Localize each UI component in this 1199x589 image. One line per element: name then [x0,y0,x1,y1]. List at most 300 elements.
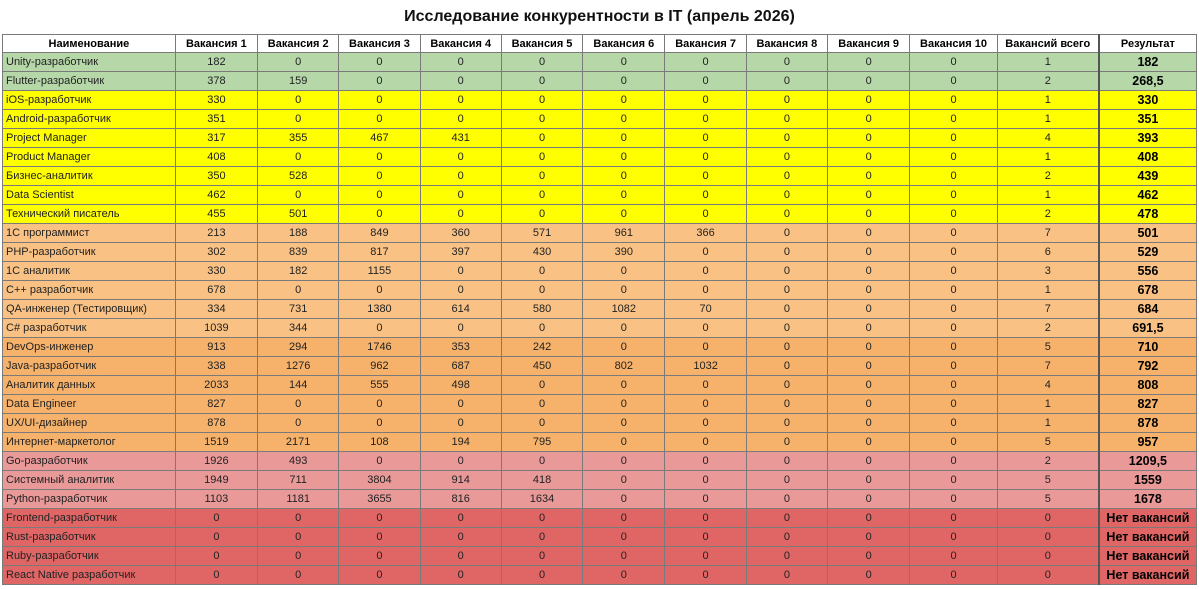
column-header-vacancy-4: Вакансия 4 [420,35,501,53]
cell-vacancy-10: 0 [910,129,997,148]
cell-vacancy-5: 0 [501,566,582,585]
cell-vacancy-1: 213 [175,224,257,243]
column-header-vacancy-2: Вакансия 2 [258,35,339,53]
cell-name: Data Engineer [3,395,176,414]
column-header-vacancy-6: Вакансия 6 [583,35,665,53]
table-row [3,186,1197,205]
cell-vacancy-4: 397 [420,243,501,262]
cell-vacancy-10: 0 [910,186,997,205]
cell-vacancy-2: 0 [258,547,339,566]
cell-vacancy-6: 0 [583,433,665,452]
cell-vacancy-4: 0 [420,205,501,224]
cell-vacancy-8: 0 [746,414,827,433]
table-row [3,53,1197,72]
cell-vacancy-3: 0 [339,148,420,167]
cell-vacancy-2: 2171 [258,433,339,452]
cell-vacancy-3: 849 [339,224,420,243]
cell-vacancy-9: 0 [828,91,910,110]
cell-vacancy-9: 0 [828,509,910,528]
cell-vacancy-2: 0 [258,414,339,433]
cell-vacancy-3: 962 [339,357,420,376]
cell-vacancy-8: 0 [746,319,827,338]
cell-vacancy-3: 3804 [339,471,420,490]
cell-vacancy-2: 0 [258,281,339,300]
table-row [3,547,1197,566]
cell-name: Аналитик данных [3,376,176,395]
cell-vacancy-7: 0 [665,338,746,357]
cell-vacancy-3: 0 [339,205,420,224]
cell-vacancy-10: 0 [910,433,997,452]
cell-vacancy-5: 0 [501,262,582,281]
cell-vacancy-5: 430 [501,243,582,262]
cell-vacancy-4: 0 [420,319,501,338]
cell-vacancy-4: 0 [420,167,501,186]
cell-vacancy-8: 0 [746,224,827,243]
column-header-total: Вакансий всего [997,35,1099,53]
cell-total: 6 [997,243,1099,262]
cell-vacancy-2: 501 [258,205,339,224]
cell-vacancy-7: 0 [665,452,746,471]
cell-vacancy-4: 0 [420,509,501,528]
cell-result: Нет вакансий [1099,547,1197,566]
cell-vacancy-6: 0 [583,91,665,110]
cell-vacancy-7: 0 [665,110,746,129]
cell-vacancy-8: 0 [746,281,827,300]
cell-vacancy-1: 1926 [175,452,257,471]
cell-result: 478 [1099,205,1197,224]
cell-vacancy-3: 108 [339,433,420,452]
cell-result: 1209,5 [1099,452,1197,471]
cell-vacancy-2: 528 [258,167,339,186]
cell-vacancy-5: 0 [501,452,582,471]
cell-vacancy-2: 493 [258,452,339,471]
cell-vacancy-1: 350 [175,167,257,186]
cell-vacancy-8: 0 [746,72,827,91]
table-row [3,167,1197,186]
cell-vacancy-2: 0 [258,528,339,547]
cell-vacancy-8: 0 [746,110,827,129]
cell-vacancy-10: 0 [910,281,997,300]
column-header-vacancy-5: Вакансия 5 [501,35,582,53]
cell-vacancy-7: 0 [665,395,746,414]
cell-vacancy-4: 353 [420,338,501,357]
cell-result: 691,5 [1099,319,1197,338]
cell-vacancy-6: 802 [583,357,665,376]
cell-vacancy-9: 0 [828,376,910,395]
cell-vacancy-7: 0 [665,53,746,72]
cell-vacancy-8: 0 [746,205,827,224]
cell-vacancy-2: 294 [258,338,339,357]
cell-vacancy-9: 0 [828,338,910,357]
cell-vacancy-4: 0 [420,566,501,585]
cell-vacancy-10: 0 [910,148,997,167]
cell-vacancy-10: 0 [910,338,997,357]
cell-vacancy-6: 0 [583,471,665,490]
cell-vacancy-7: 0 [665,414,746,433]
cell-name: iOS-разработчик [3,91,176,110]
cell-vacancy-4: 0 [420,281,501,300]
cell-vacancy-8: 0 [746,566,827,585]
cell-vacancy-10: 0 [910,490,997,509]
cell-vacancy-9: 0 [828,452,910,471]
cell-vacancy-9: 0 [828,262,910,281]
cell-vacancy-7: 0 [665,262,746,281]
cell-vacancy-7: 0 [665,72,746,91]
cell-vacancy-8: 0 [746,509,827,528]
column-header-vacancy-8: Вакансия 8 [746,35,827,53]
cell-vacancy-6: 1082 [583,300,665,319]
cell-vacancy-10: 0 [910,319,997,338]
cell-result: 808 [1099,376,1197,395]
cell-vacancy-6: 0 [583,148,665,167]
cell-vacancy-6: 0 [583,205,665,224]
cell-vacancy-5: 0 [501,414,582,433]
cell-vacancy-3: 1746 [339,338,420,357]
cell-vacancy-9: 0 [828,300,910,319]
cell-vacancy-4: 0 [420,72,501,91]
cell-vacancy-9: 0 [828,281,910,300]
cell-vacancy-5: 450 [501,357,582,376]
cell-vacancy-6: 0 [583,452,665,471]
cell-vacancy-9: 0 [828,357,910,376]
cell-vacancy-2: 731 [258,300,339,319]
cell-vacancy-10: 0 [910,395,997,414]
cell-vacancy-4: 431 [420,129,501,148]
cell-vacancy-1: 1039 [175,319,257,338]
cell-vacancy-7: 366 [665,224,746,243]
table-row [3,243,1197,262]
cell-vacancy-10: 0 [910,452,997,471]
cell-vacancy-10: 0 [910,243,997,262]
cell-name: Android-разработчик [3,110,176,129]
cell-vacancy-6: 0 [583,490,665,509]
cell-vacancy-5: 0 [501,91,582,110]
cell-vacancy-3: 0 [339,281,420,300]
cell-vacancy-6: 0 [583,547,665,566]
cell-vacancy-8: 0 [746,300,827,319]
cell-result: 408 [1099,148,1197,167]
cell-result: Нет вакансий [1099,528,1197,547]
cell-vacancy-2: 0 [258,91,339,110]
cell-vacancy-4: 0 [420,262,501,281]
column-header-vacancy-10: Вакансия 10 [910,35,997,53]
cell-vacancy-9: 0 [828,528,910,547]
table-row [3,357,1197,376]
cell-vacancy-1: 1103 [175,490,257,509]
cell-vacancy-10: 0 [910,471,997,490]
cell-total: 1 [997,395,1099,414]
cell-vacancy-7: 0 [665,148,746,167]
cell-vacancy-1: 0 [175,547,257,566]
cell-vacancy-6: 0 [583,338,665,357]
cell-vacancy-4: 498 [420,376,501,395]
cell-vacancy-7: 0 [665,547,746,566]
cell-vacancy-10: 0 [910,357,997,376]
cell-vacancy-7: 0 [665,433,746,452]
cell-vacancy-2: 839 [258,243,339,262]
cell-vacancy-4: 0 [420,452,501,471]
cell-result: 439 [1099,167,1197,186]
cell-vacancy-8: 0 [746,148,827,167]
cell-vacancy-4: 0 [420,186,501,205]
cell-vacancy-1: 330 [175,91,257,110]
cell-vacancy-5: 571 [501,224,582,243]
table-row [3,300,1197,319]
cell-vacancy-2: 344 [258,319,339,338]
cell-vacancy-6: 0 [583,186,665,205]
cell-vacancy-9: 0 [828,243,910,262]
cell-vacancy-9: 0 [828,547,910,566]
cell-vacancy-7: 0 [665,205,746,224]
cell-vacancy-1: 0 [175,566,257,585]
cell-vacancy-2: 0 [258,395,339,414]
cell-vacancy-1: 913 [175,338,257,357]
cell-vacancy-4: 914 [420,471,501,490]
table-row [3,148,1197,167]
cell-vacancy-2: 0 [258,186,339,205]
cell-vacancy-3: 1155 [339,262,420,281]
cell-vacancy-4: 0 [420,110,501,129]
cell-total: 1 [997,414,1099,433]
cell-total: 2 [997,72,1099,91]
cell-vacancy-8: 0 [746,262,827,281]
cell-vacancy-6: 0 [583,262,665,281]
cell-vacancy-2: 188 [258,224,339,243]
cell-vacancy-1: 408 [175,148,257,167]
cell-vacancy-8: 0 [746,433,827,452]
cell-vacancy-8: 0 [746,395,827,414]
cell-name: Go-разработчик [3,452,176,471]
cell-vacancy-9: 0 [828,110,910,129]
cell-vacancy-10: 0 [910,414,997,433]
cell-vacancy-8: 0 [746,547,827,566]
cell-vacancy-1: 0 [175,528,257,547]
cell-vacancy-3: 0 [339,319,420,338]
cell-vacancy-4: 0 [420,53,501,72]
cell-vacancy-8: 0 [746,186,827,205]
cell-total: 5 [997,471,1099,490]
cell-vacancy-3: 3655 [339,490,420,509]
cell-vacancy-4: 0 [420,395,501,414]
cell-vacancy-10: 0 [910,509,997,528]
cell-vacancy-1: 878 [175,414,257,433]
cell-vacancy-8: 0 [746,129,827,148]
column-header-vacancy-1: Вакансия 1 [175,35,257,53]
cell-vacancy-7: 0 [665,490,746,509]
cell-vacancy-1: 334 [175,300,257,319]
cell-vacancy-2: 711 [258,471,339,490]
cell-vacancy-5: 580 [501,300,582,319]
cell-vacancy-7: 0 [665,528,746,547]
cell-vacancy-5: 418 [501,471,582,490]
cell-vacancy-2: 0 [258,566,339,585]
cell-result: 182 [1099,53,1197,72]
column-header-vacancy-7: Вакансия 7 [665,35,746,53]
cell-vacancy-6: 0 [583,528,665,547]
cell-vacancy-3: 0 [339,566,420,585]
cell-vacancy-7: 0 [665,186,746,205]
cell-vacancy-6: 0 [583,72,665,91]
cell-vacancy-9: 0 [828,186,910,205]
cell-name: Системный аналитик [3,471,176,490]
column-header-result: Результат [1099,35,1197,53]
cell-total: 5 [997,490,1099,509]
cell-vacancy-1: 827 [175,395,257,414]
cell-vacancy-4: 816 [420,490,501,509]
cell-vacancy-2: 0 [258,509,339,528]
cell-vacancy-1: 378 [175,72,257,91]
cell-vacancy-9: 0 [828,148,910,167]
cell-name: Ruby-разработчик [3,547,176,566]
cell-vacancy-6: 0 [583,319,665,338]
cell-result: 827 [1099,395,1197,414]
cell-vacancy-1: 462 [175,186,257,205]
cell-vacancy-9: 0 [828,129,910,148]
cell-name: Java-разработчик [3,357,176,376]
cell-vacancy-5: 0 [501,53,582,72]
cell-vacancy-6: 0 [583,566,665,585]
cell-total: 2 [997,167,1099,186]
cell-vacancy-10: 0 [910,167,997,186]
cell-vacancy-5: 0 [501,528,582,547]
cell-total: 1 [997,281,1099,300]
cell-vacancy-3: 0 [339,528,420,547]
table-title: Исследование конкурентности в IT (апрель 2026) [404,8,795,25]
cell-vacancy-7: 0 [665,91,746,110]
cell-vacancy-2: 0 [258,148,339,167]
cell-name: C++ разработчик [3,281,176,300]
cell-vacancy-4: 0 [420,414,501,433]
cell-total: 0 [997,547,1099,566]
cell-name: Unity-разработчик [3,53,176,72]
cell-vacancy-5: 242 [501,338,582,357]
cell-name: Frontend-разработчик [3,509,176,528]
table-row [3,205,1197,224]
cell-vacancy-9: 0 [828,319,910,338]
cell-vacancy-2: 355 [258,129,339,148]
cell-vacancy-8: 0 [746,376,827,395]
cell-vacancy-1: 351 [175,110,257,129]
cell-vacancy-10: 0 [910,205,997,224]
cell-vacancy-7: 0 [665,376,746,395]
cell-name: 1С программист [3,224,176,243]
table-row [3,509,1197,528]
table-row [3,414,1197,433]
cell-vacancy-4: 360 [420,224,501,243]
cell-total: 2 [997,452,1099,471]
table-row [3,452,1197,471]
cell-vacancy-1: 302 [175,243,257,262]
table-row [3,433,1197,452]
cell-vacancy-10: 0 [910,262,997,281]
cell-vacancy-8: 0 [746,243,827,262]
cell-vacancy-1: 0 [175,509,257,528]
cell-vacancy-5: 0 [501,205,582,224]
cell-result: 462 [1099,186,1197,205]
cell-vacancy-10: 0 [910,53,997,72]
cell-vacancy-7: 0 [665,319,746,338]
cell-vacancy-2: 182 [258,262,339,281]
cell-vacancy-8: 0 [746,490,827,509]
table-row [3,566,1197,585]
cell-vacancy-8: 0 [746,471,827,490]
cell-name: UX/UI-дизайнер [3,414,176,433]
cell-vacancy-6: 0 [583,129,665,148]
cell-vacancy-4: 687 [420,357,501,376]
cell-vacancy-8: 0 [746,167,827,186]
table-row [3,110,1197,129]
cell-vacancy-8: 0 [746,53,827,72]
cell-vacancy-4: 194 [420,433,501,452]
cell-vacancy-9: 0 [828,53,910,72]
cell-vacancy-3: 0 [339,91,420,110]
cell-vacancy-10: 0 [910,528,997,547]
cell-vacancy-1: 338 [175,357,257,376]
cell-vacancy-1: 2033 [175,376,257,395]
cell-vacancy-9: 0 [828,167,910,186]
competition-table [2,34,1197,585]
cell-vacancy-4: 0 [420,547,501,566]
cell-vacancy-9: 0 [828,205,910,224]
cell-vacancy-5: 0 [501,72,582,91]
cell-result: 878 [1099,414,1197,433]
cell-vacancy-3: 555 [339,376,420,395]
cell-vacancy-3: 0 [339,167,420,186]
cell-vacancy-6: 0 [583,110,665,129]
cell-vacancy-5: 0 [501,547,582,566]
table-row [3,224,1197,243]
cell-vacancy-5: 0 [501,110,582,129]
cell-vacancy-6: 0 [583,376,665,395]
table-row [3,528,1197,547]
cell-vacancy-8: 0 [746,91,827,110]
cell-name: Бизнес-аналитик [3,167,176,186]
cell-vacancy-5: 0 [501,509,582,528]
cell-name: Технический писатель [3,205,176,224]
cell-vacancy-3: 0 [339,53,420,72]
cell-name: 1С аналитик [3,262,176,281]
cell-total: 7 [997,357,1099,376]
cell-vacancy-8: 0 [746,338,827,357]
cell-vacancy-5: 0 [501,281,582,300]
cell-total: 4 [997,129,1099,148]
cell-vacancy-2: 0 [258,53,339,72]
cell-result: 529 [1099,243,1197,262]
cell-vacancy-3: 0 [339,547,420,566]
cell-vacancy-6: 0 [583,509,665,528]
cell-vacancy-10: 0 [910,224,997,243]
cell-total: 2 [997,205,1099,224]
table-row [3,262,1197,281]
cell-name: Flutter-разработчик [3,72,176,91]
cell-total: 1 [997,186,1099,205]
cell-vacancy-9: 0 [828,395,910,414]
cell-vacancy-5: 0 [501,186,582,205]
cell-vacancy-2: 1181 [258,490,339,509]
table-row [3,281,1197,300]
cell-vacancy-9: 0 [828,72,910,91]
cell-total: 3 [997,262,1099,281]
header-row [3,35,1197,53]
cell-vacancy-9: 0 [828,471,910,490]
cell-result: 330 [1099,91,1197,110]
column-header-vacancy-9: Вакансия 9 [828,35,910,53]
cell-vacancy-3: 0 [339,452,420,471]
cell-vacancy-7: 0 [665,129,746,148]
cell-vacancy-5: 0 [501,319,582,338]
cell-vacancy-3: 0 [339,414,420,433]
cell-vacancy-10: 0 [910,72,997,91]
